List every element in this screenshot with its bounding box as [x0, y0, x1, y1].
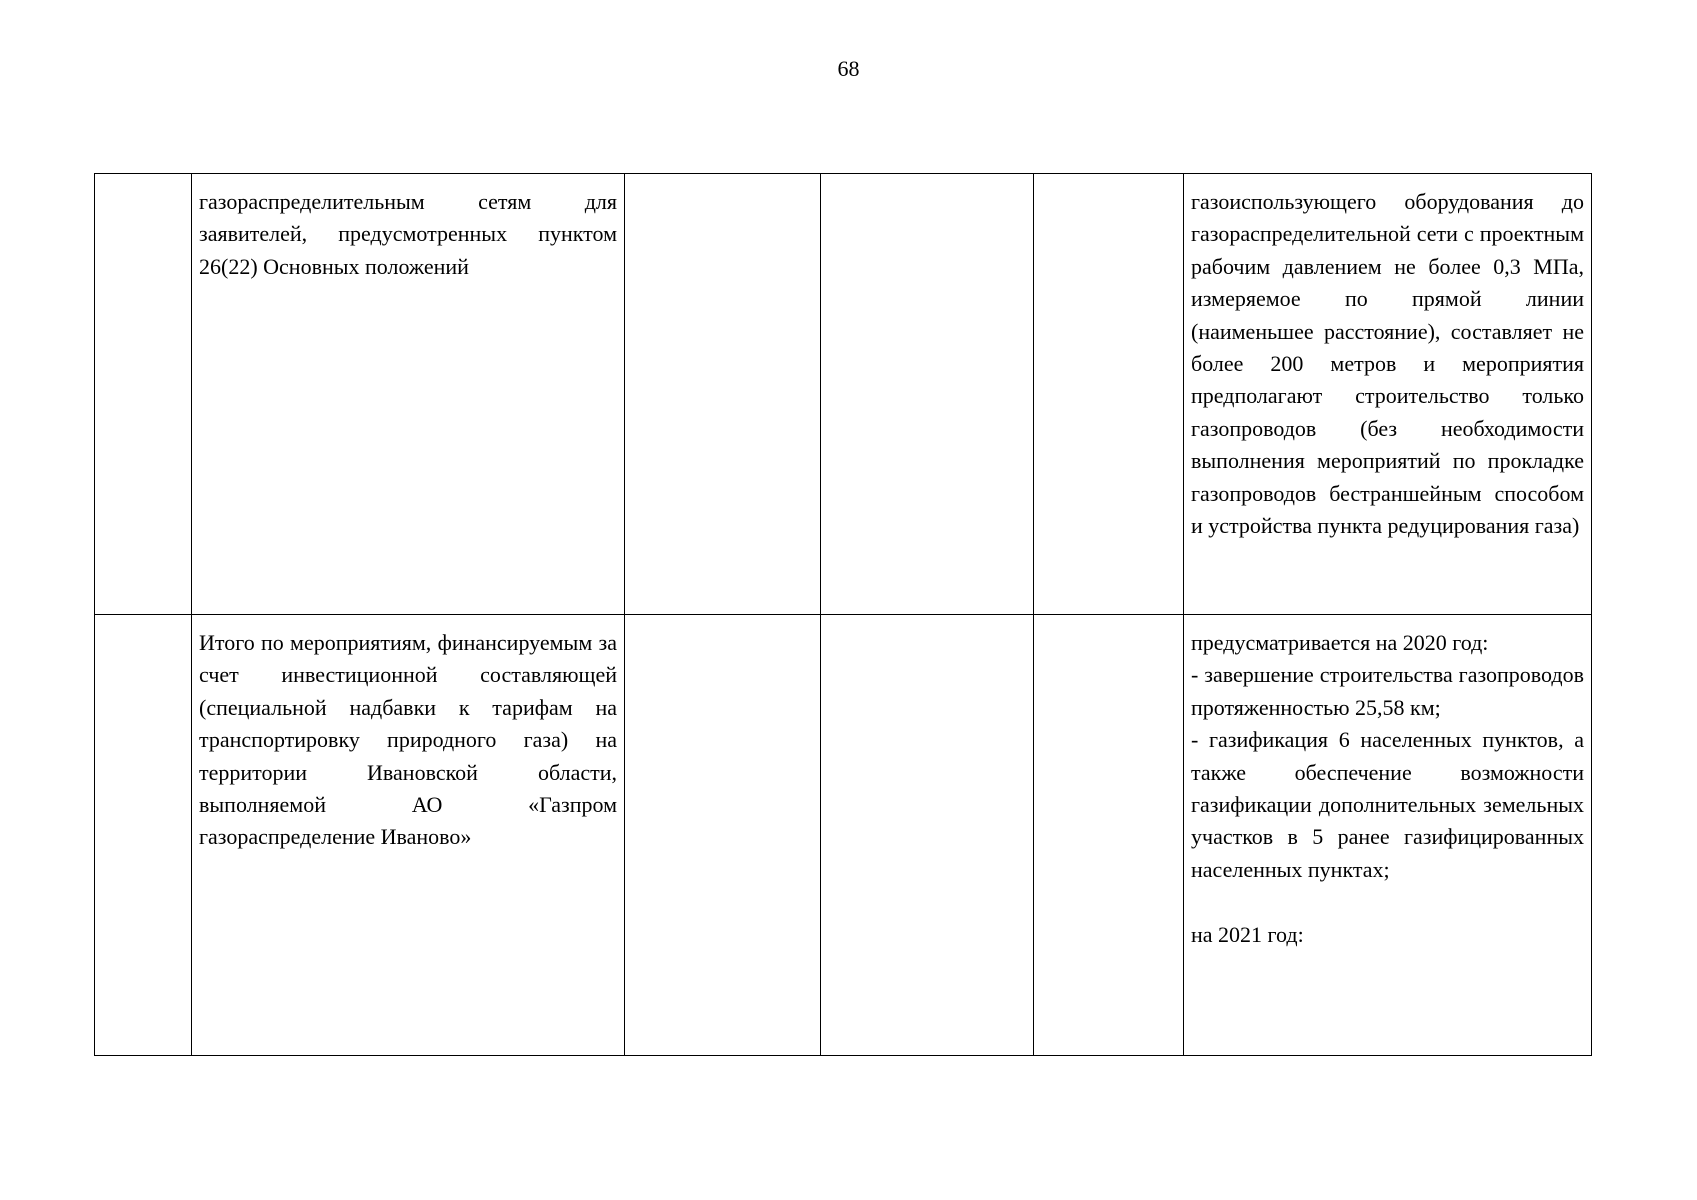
measure-name-text: Итого по мероприятиям, финансируемым за счет инвестиционной составляющей (специальной надбавки к тарифам на транспортировку природного газа) на территории Ивановской области, выполняемой АО «Газпром газораспределение Иваново» [199, 630, 617, 850]
description-line: - завершение строительства газопроводов протяженностью 25,58 км; [1191, 662, 1584, 720]
row-number-cell [95, 615, 192, 1056]
empty-cell [1034, 174, 1184, 615]
table-row [95, 174, 1592, 615]
description-line: - газификация 6 населенных пунктов, а также обеспечение возможности газификации дополнительных земельных участков в 5 ранее газифицированных населенных пунктах; [1191, 727, 1584, 882]
row-number-cell [95, 174, 192, 615]
description-cell [1184, 615, 1592, 1056]
measure-name-cell [192, 615, 625, 1056]
description-text: газоиспользующего оборудования до газораспределительной сети с проектным рабочим давлением не более 0,3 МПа, измеряемое по прямой линии (наименьшее расстояние), составляет не более 200 метров и мероприятия предполагают строительство только газопроводов (без необходимости выполнения мероприятий по прокладке газопроводов бестраншейным способом и устройства пункта редуцирования газа) [1191, 189, 1584, 539]
empty-cell [821, 174, 1034, 615]
description-cell [1184, 174, 1592, 615]
empty-cell [625, 615, 821, 1056]
table-row [95, 615, 1592, 1056]
description-line: предусматривается на 2020 год: [1191, 630, 1489, 655]
description-line: на 2021 год: [1191, 921, 1304, 947]
measures-table [94, 173, 1592, 1056]
empty-cell [1034, 615, 1184, 1056]
empty-cell [821, 615, 1034, 1056]
empty-cell [625, 174, 821, 615]
measure-name-text: газораспределительным сетям для заявителей, предусмотренных пунктом 26(22) Основных положений [199, 189, 617, 279]
page-number: 68 [837, 56, 860, 81]
measure-name-cell [192, 174, 625, 615]
description-spacer [1191, 886, 1584, 918]
